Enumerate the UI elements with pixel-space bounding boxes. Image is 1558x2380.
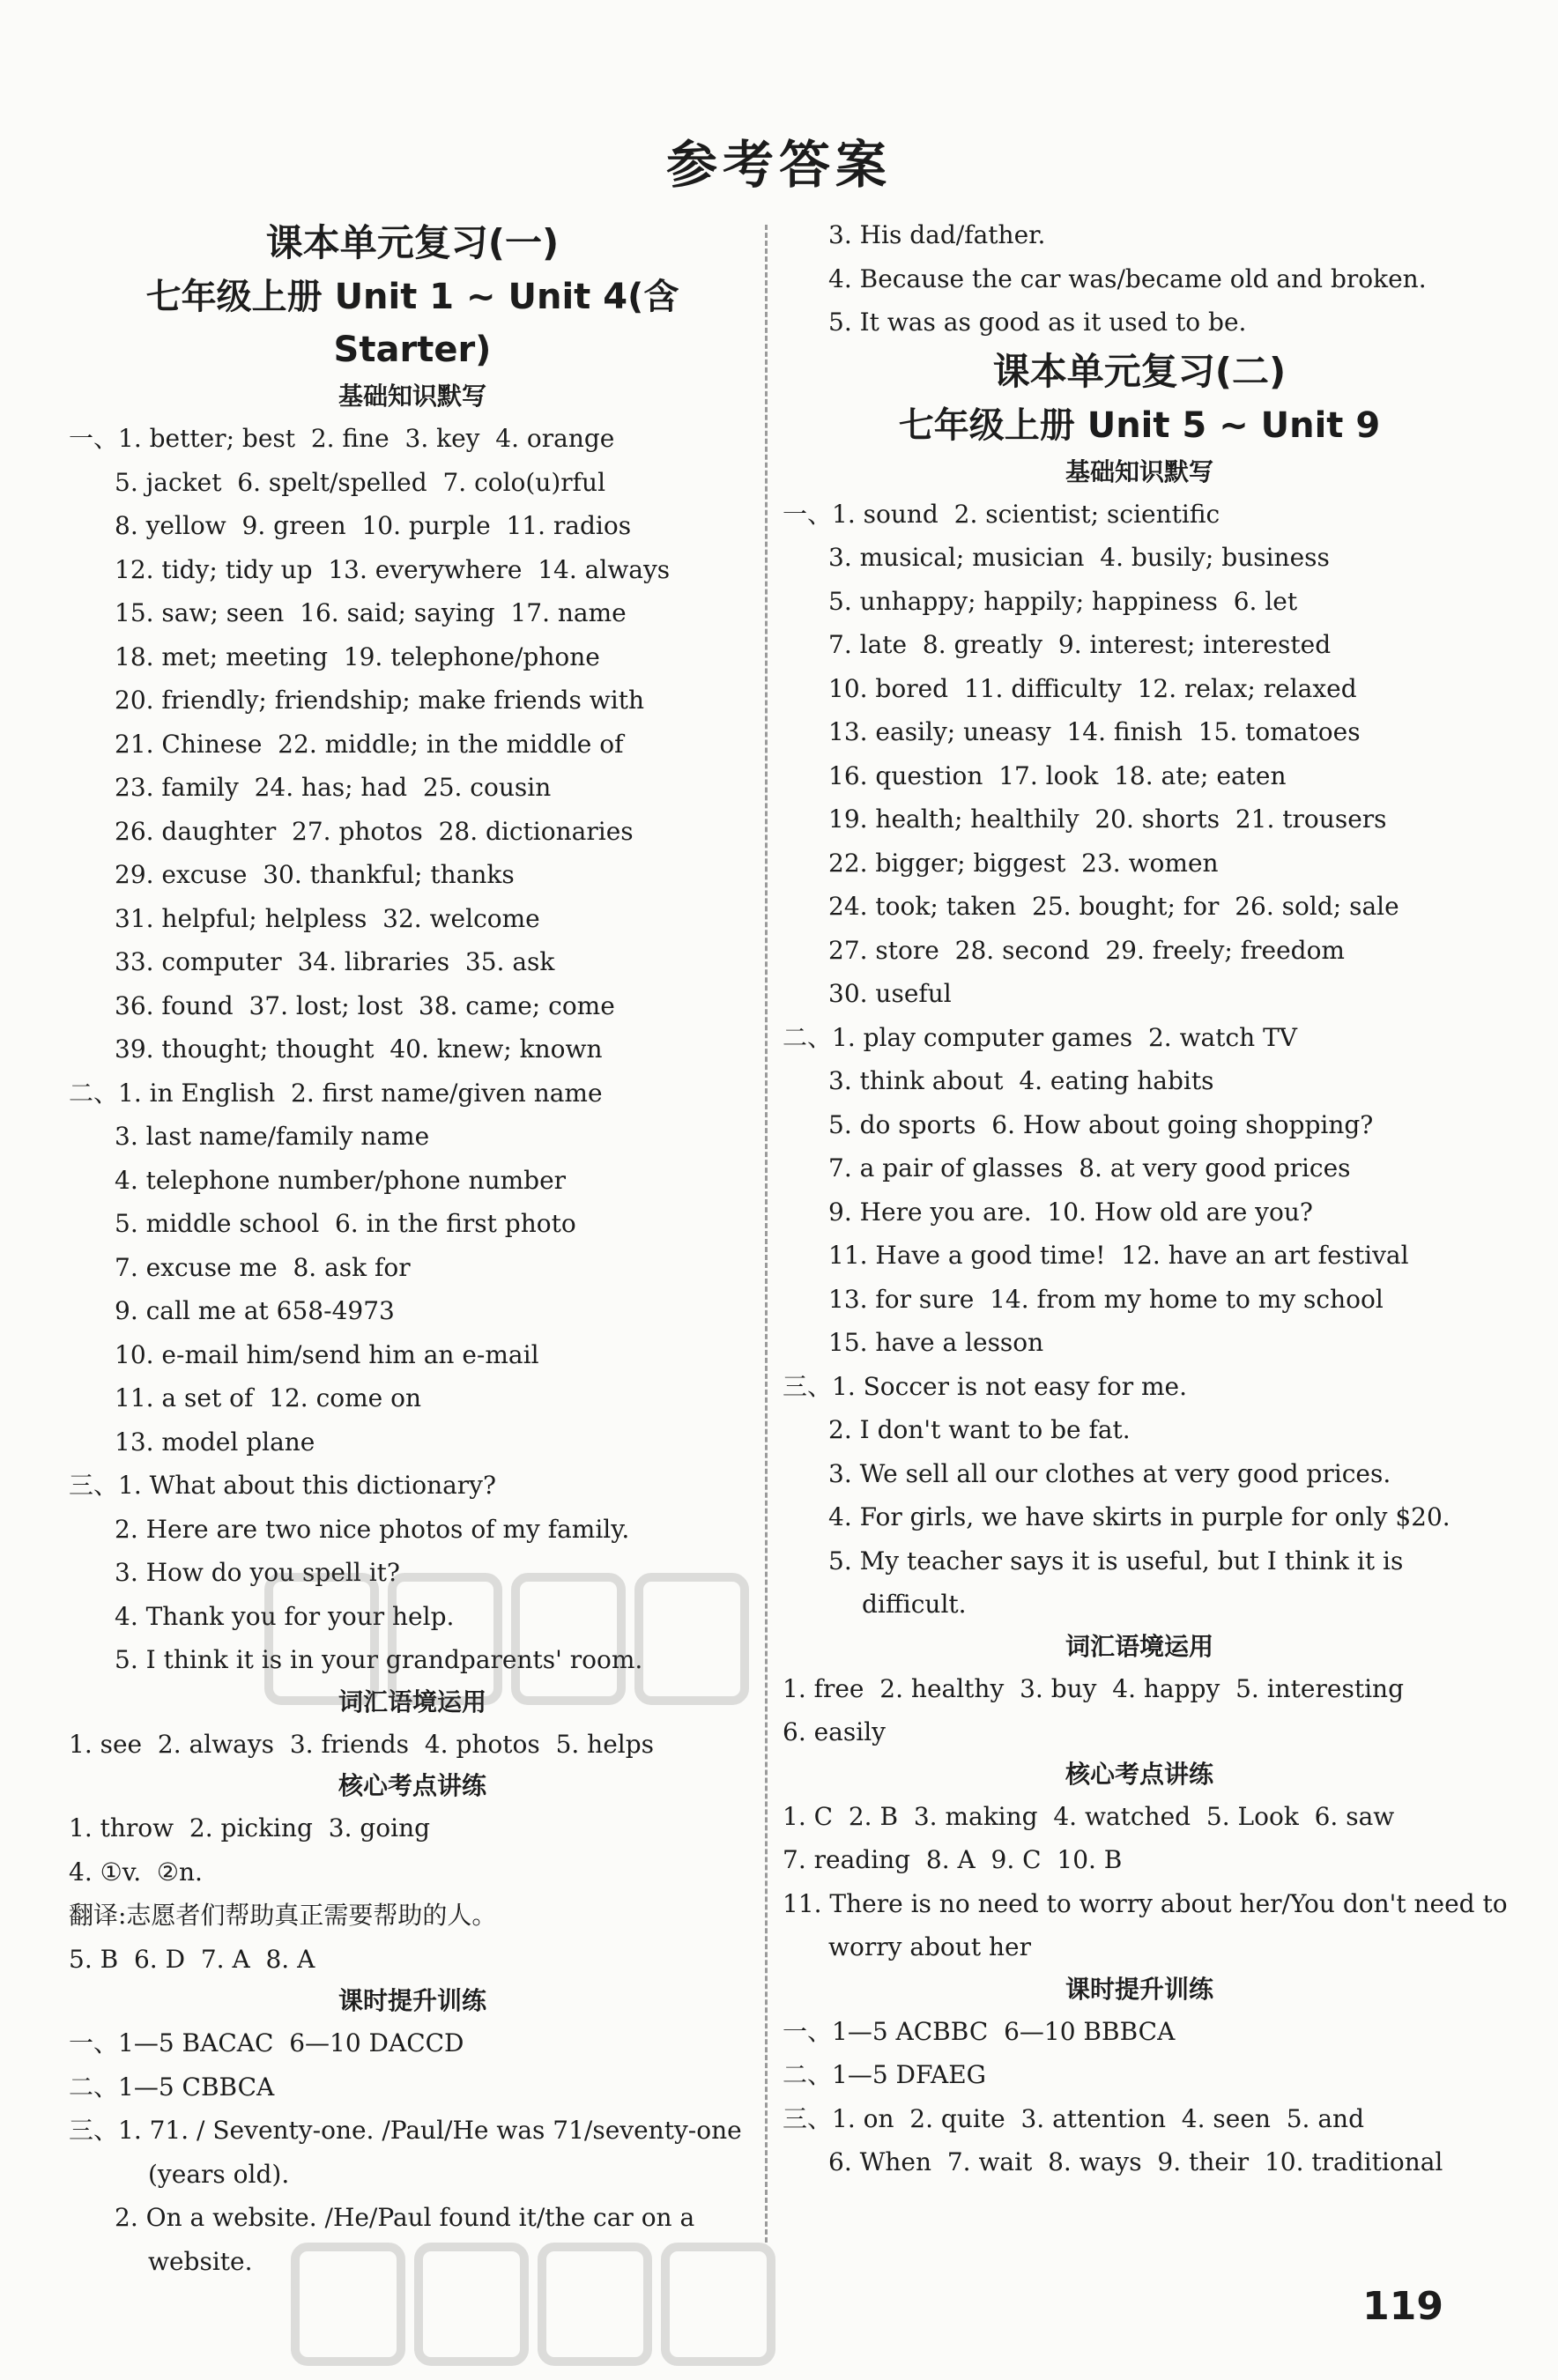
answer-line: 三、1. Soccer is not easy for me. — [783, 1371, 1188, 1401]
answer-line: 15. have a lesson — [828, 1328, 1044, 1357]
answer-line: 23. family 24. has; had 25. cousin — [115, 773, 552, 802]
answer-line: 9. call me at 658-4973 — [115, 1296, 395, 1325]
answer-line: 9. Here you are. 10. How old are you? — [828, 1197, 1313, 1227]
subsection-heading: 词汇语境运用 — [338, 1687, 486, 1716]
answer-line: 翻译:志愿者们帮助真正需要帮助的人。 — [69, 1901, 497, 1930]
answer-line: 19. health; healthily 20. shorts 21. trousers — [828, 804, 1387, 834]
answer-line: 29. excuse 30. thankful; thanks — [115, 860, 515, 889]
answer-line: 1. free 2. healthy 3. buy 4. happy 5. interesting — [783, 1673, 1404, 1703]
answer-line: 2. Here are two nice photos of my family. — [115, 1514, 630, 1544]
answer-line: 3. last name/family name — [115, 1122, 430, 1151]
answer-line: 三、1. on 2. quite 3. attention 4. seen 5. and — [783, 2103, 1364, 2133]
answer-line: 3. We sell all our clothes at very good prices. — [828, 1458, 1391, 1488]
answer-line: 7. reading 8. A 9. C 10. B — [783, 1845, 1123, 1874]
answer-line: 16. question 17. look 18. ate; eaten — [828, 760, 1287, 790]
answer-line: 1. throw 2. picking 3. going — [69, 1813, 431, 1842]
left-column — [69, 216, 756, 2283]
answer-line: 二、1. play computer games 2. watch TV — [783, 1022, 1298, 1052]
answer-line: 13. model plane — [115, 1427, 315, 1457]
section-title: 课本单元复习(二) — [992, 349, 1287, 393]
right-column — [783, 213, 1508, 2184]
answer-line: 4. Because the car was/became old and broken. — [828, 263, 1427, 293]
answer-line: 5. jacket 6. spelt/spelled 7. colo(u)rful — [115, 467, 606, 497]
answer-line: 一、1. better; best 2. fine 3. key 4. orange — [69, 424, 615, 453]
answer-line: 3. His dad/father. — [828, 220, 1046, 249]
answer-line: 一、1—5 BACAC 6—10 DACCD — [69, 2028, 464, 2057]
answer-line: 5. unhappy; happily; happiness 6. let — [828, 586, 1298, 616]
section-subtitle: 七年级上册 Unit 1 ~ Unit 4(含 Starter) — [145, 277, 679, 370]
answer-line: 21. Chinese 22. middle; in the middle of — [115, 729, 624, 759]
answer-line: 12. tidy; tidy up 13. everywhere 14. always — [115, 554, 671, 584]
subsection-heading: 基础知识默写 — [338, 382, 486, 411]
answer-line: 7. a pair of glasses 8. at very good prices — [828, 1153, 1351, 1183]
subsection-heading: 核心考点讲练 — [338, 1771, 486, 1800]
answer-line: 一、1—5 ACBBC 6—10 BBBCA — [783, 2016, 1176, 2046]
answer-line: 6. easily — [783, 1717, 886, 1746]
answer-line: 15. saw; seen 16. said; saying 17. name — [115, 598, 627, 627]
answer-line: 4. ①v. ②n. — [69, 1857, 203, 1887]
page-number: 119 — [1362, 2284, 1443, 2329]
answer-line: 11. Have a good time! 12. have an art festival — [828, 1241, 1409, 1270]
section-subtitle: 七年级上册 Unit 5 ~ Unit 9 — [898, 404, 1381, 446]
answer-line: 22. bigger; biggest 23. women — [828, 848, 1219, 878]
subsection-heading: 课时提升训练 — [338, 1986, 486, 2015]
answer-line: 1. see 2. always 3. friends 4. photos 5. helps — [69, 1729, 655, 1759]
answer-line: 三、1. 71. / Seventy-one. /Paul/He was 71/seventy-one — [69, 2116, 742, 2145]
answer-line: 30. useful — [828, 979, 952, 1008]
answer-line: 7. excuse me 8. ask for — [115, 1252, 411, 1282]
page-title: 参考答案 — [665, 135, 892, 195]
subsection-heading: 课时提升训练 — [1065, 1974, 1213, 2004]
answer-line: 10. e-mail him/send him an e-mail — [115, 1339, 539, 1369]
answer-line: 4. telephone number/phone number — [115, 1165, 567, 1195]
watermark-graphic — [264, 1568, 758, 1709]
answer-line: 11. There is no need to worry about her/You don't need to — [783, 1888, 1508, 1918]
answer-line: 10. bored 11. difficulty 12. relax; relaxed — [828, 673, 1357, 703]
answer-line: 4. Thank you for your help. — [115, 1601, 455, 1631]
answer-line: worry about her — [828, 1932, 1031, 1961]
answer-line: 26. daughter 27. photos 28. dictionaries — [115, 816, 634, 846]
answer-line: 6. When 7. wait 8. ways 9. their 10. traditional — [828, 2147, 1443, 2176]
answer-line: 13. for sure 14. from my home to my school — [828, 1284, 1384, 1314]
watermark-graphic — [291, 2238, 784, 2370]
answer-line: 27. store 28. second 29. freely; freedom — [828, 935, 1345, 965]
answer-line: 3. think about 4. eating habits — [828, 1066, 1214, 1095]
answer-line: 18. met; meeting 19. telephone/phone — [115, 641, 600, 671]
answer-line: 33. computer 34. libraries 35. ask — [115, 947, 555, 976]
answer-line: 7. late 8. greatly 9. interest; interested — [828, 630, 1332, 659]
column-divider — [765, 225, 768, 2243]
answer-line: 31. helpful; helpless 32. welcome — [115, 903, 540, 933]
answer-line: 1. C 2. B 3. making 4. watched 5. Look 6. saw — [783, 1801, 1395, 1831]
answer-line: 5. B 6. D 7. A 8. A — [69, 1944, 315, 1974]
answer-line: 5. My teacher says it is useful, but I think it is — [828, 1546, 1404, 1576]
answer-line: 5. It was as good as it used to be. — [828, 308, 1247, 337]
answer-line: 二、1—5 CBBCA — [69, 2072, 275, 2102]
answer-line: 5. I think it is in your grandparents' room. — [115, 1645, 643, 1674]
answer-line: 20. friendly; friendship; make friends with — [115, 686, 645, 715]
answer-line: 二、1. in English 2. first name/given name — [69, 1078, 603, 1108]
section-title: 课本单元复习(一) — [265, 221, 560, 264]
answer-line: 3. musical; musician 4. busily; business — [828, 543, 1330, 572]
answer-line: 24. took; taken 25. bought; for 26. sold; sale — [828, 892, 1399, 921]
answer-line: 4. For girls, we have skirts in purple for only $20. — [828, 1502, 1450, 1531]
answer-line: (years old). — [148, 2159, 290, 2189]
answer-line: 三、1. What about this dictionary? — [69, 1471, 497, 1500]
answer-line: 8. yellow 9. green 10. purple 11. radios — [115, 511, 632, 540]
subsection-heading: 词汇语境运用 — [1065, 1631, 1213, 1661]
answer-line: 5. middle school 6. in the first photo — [115, 1209, 576, 1238]
answer-line: 一、1. sound 2. scientist; scientific — [783, 499, 1220, 529]
answer-line: 11. a set of 12. come on — [115, 1383, 422, 1412]
answer-line: 36. found 37. lost; lost 38. came; come — [115, 990, 615, 1020]
subsection-heading: 基础知识默写 — [1065, 456, 1213, 486]
answer-line: website. — [148, 2246, 253, 2276]
answer-line: 二、1—5 DFAEG — [783, 2060, 987, 2089]
subsection-heading: 核心考点讲练 — [1065, 1759, 1213, 1789]
answer-line: 3. How do you spell it? — [115, 1558, 400, 1587]
answer-line: 39. thought; thought 40. knew; known — [115, 1034, 603, 1064]
answer-line: 2. On a website. /He/Paul found it/the car on a — [115, 2203, 695, 2232]
answer-line: 5. do sports 6. How about going shopping? — [828, 1109, 1374, 1139]
answer-line: difficult. — [862, 1590, 967, 1619]
answer-line: 2. I don't want to be fat. — [828, 1415, 1131, 1444]
answer-line: 13. easily; uneasy 14. finish 15. tomatoes — [828, 717, 1361, 746]
